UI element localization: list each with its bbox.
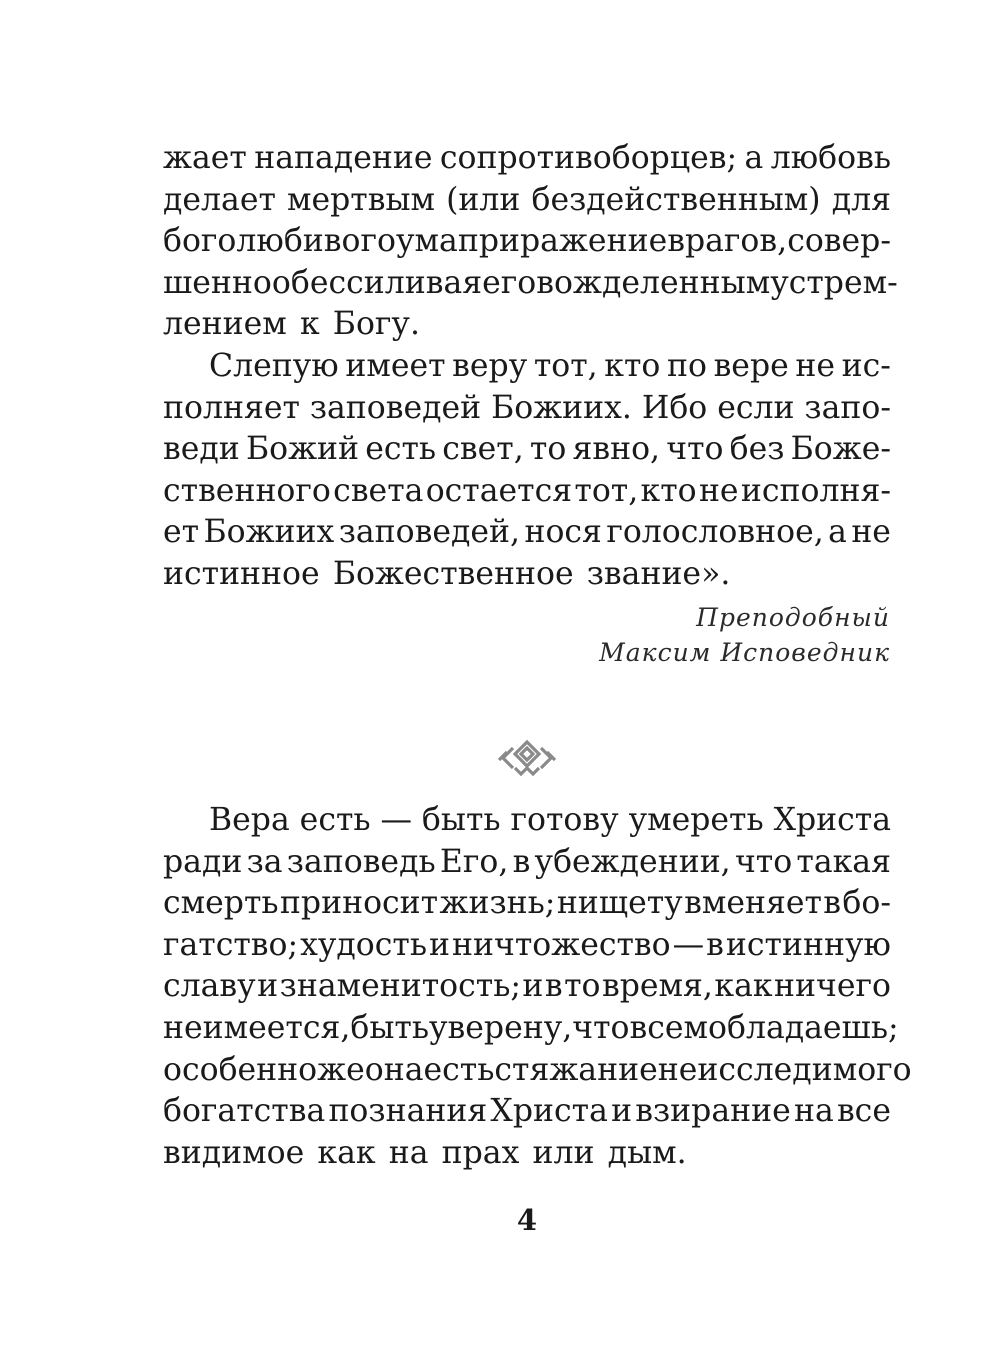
text-line: видимое как на прах или дым. [163, 1134, 687, 1171]
word: она [364, 1051, 424, 1088]
word: познания [328, 1093, 488, 1130]
word: славу [163, 968, 256, 1005]
word: что [666, 431, 724, 468]
text-line [163, 429, 891, 471]
word: ради [163, 843, 243, 880]
word: же [317, 1051, 365, 1088]
word: и [257, 968, 279, 1005]
word: есть [299, 802, 371, 838]
word: жает [163, 140, 247, 176]
word: умереть [628, 802, 764, 838]
word: полняет [163, 389, 300, 426]
word: за [246, 843, 283, 880]
word: неисследимого [657, 1051, 912, 1088]
word: вере [713, 347, 789, 384]
word: не [795, 347, 836, 384]
text-line [163, 925, 891, 967]
word: запо- [804, 389, 891, 426]
word: Божий [245, 431, 360, 468]
word: в [544, 968, 563, 1005]
word: не [163, 1009, 203, 1046]
word: тот, [533, 347, 598, 384]
word: знаменитость; [279, 968, 521, 1005]
faith-paragraph [163, 800, 912, 1174]
word: ственного [163, 472, 331, 509]
word: любовь [770, 140, 891, 176]
word: делает [163, 181, 276, 218]
word: его [482, 264, 537, 301]
word: — [380, 802, 412, 838]
text-line [163, 1008, 899, 1050]
word: богатства [163, 1093, 326, 1130]
word: Вера [209, 802, 290, 838]
text-line [163, 346, 891, 388]
word: свет, [442, 431, 524, 468]
text-line [163, 471, 891, 513]
diamond-lattice-ornament-icon [495, 738, 559, 778]
word: то [564, 968, 601, 1005]
word: исполня- [740, 472, 891, 509]
word: гатство; [163, 926, 299, 963]
word: мертвым [286, 181, 436, 218]
word: имеет [345, 347, 446, 384]
word: такая [796, 843, 891, 880]
word: то [529, 431, 567, 468]
word: и [611, 1093, 633, 1130]
word: обладаешь; [708, 1009, 899, 1046]
word: имеется, [202, 1009, 351, 1046]
word: устрем- [770, 264, 898, 301]
text-line [163, 512, 891, 554]
word: Христа [490, 1093, 608, 1130]
word: вожделенным [536, 264, 771, 301]
word: не [698, 472, 739, 509]
word: бо- [842, 885, 891, 922]
word: вменяет [684, 885, 822, 922]
word: как [714, 968, 773, 1005]
word: тот, [574, 472, 639, 509]
word: всем [629, 1009, 709, 1046]
word: не [851, 514, 891, 551]
word: взирание [635, 1093, 791, 1130]
text-line [163, 883, 891, 925]
word: Божиих [203, 514, 335, 551]
word: остается [425, 472, 573, 509]
text-line [163, 221, 891, 263]
word: что [734, 843, 793, 880]
word: а [828, 514, 847, 551]
word: совер- [787, 223, 891, 260]
text-line [163, 1091, 891, 1133]
word: в [823, 885, 842, 922]
word: ума [396, 223, 458, 260]
word: есть [365, 431, 437, 468]
word: света [333, 472, 424, 509]
word: готову [510, 802, 619, 838]
word: ничего [774, 968, 891, 1005]
word: что [572, 1009, 630, 1046]
word: Его, [439, 843, 509, 880]
word: нося [524, 514, 602, 551]
word: заповедей [309, 389, 482, 426]
word: кто [640, 472, 697, 509]
word: быть [421, 802, 501, 838]
word: есть [423, 1051, 495, 1088]
word: время, [601, 968, 713, 1005]
word: боголюбивого [163, 223, 396, 260]
word: для [831, 181, 891, 218]
word: уверену, [429, 1009, 573, 1046]
word: кто [604, 347, 661, 384]
text-line [163, 180, 891, 222]
word: ис- [841, 347, 891, 384]
word: стяжание [494, 1051, 658, 1088]
word: заповедь [286, 843, 436, 880]
word: явно, [572, 431, 661, 468]
word: в [512, 843, 531, 880]
word: — [672, 926, 705, 963]
word: Ибо [641, 389, 708, 426]
word: бездейственным) [531, 181, 821, 218]
attribution-title: Преподобный [696, 603, 890, 632]
text-line: лением к Богу. [163, 306, 420, 343]
word: все [836, 1093, 891, 1130]
word: смерть [163, 885, 279, 922]
word: ничтожество [452, 926, 671, 963]
word: ет [163, 514, 200, 551]
word: шенно [163, 264, 272, 301]
word: Слепую [209, 347, 339, 384]
word: сопротивоборцев; [439, 140, 738, 176]
text-line [163, 138, 891, 180]
word: Божиих. [491, 389, 632, 426]
word: в [706, 926, 724, 963]
word: истинную [725, 926, 891, 963]
quote-attribution [599, 600, 890, 670]
word: Боже- [790, 431, 891, 468]
text-line [163, 263, 898, 305]
attribution-name: Максим Исповедник [599, 638, 890, 667]
page-number: 4 [516, 1203, 538, 1237]
word: веди [163, 431, 240, 468]
word: нападение [254, 140, 433, 176]
text-line [163, 1050, 912, 1092]
word: если [717, 389, 795, 426]
word: на [793, 1093, 834, 1130]
word: приражение [457, 223, 668, 260]
word: (или [446, 181, 521, 218]
word: быть [350, 1009, 429, 1046]
word: Христа [773, 802, 891, 838]
word: худость [300, 926, 427, 963]
word: особенно [163, 1051, 318, 1088]
word: а [744, 140, 764, 176]
text-line [163, 966, 891, 1008]
word: нищету [556, 885, 683, 922]
text-line [163, 842, 891, 884]
word: жизнь; [439, 885, 556, 922]
text-line [163, 800, 891, 842]
text-line: истинное Божественное звание». [163, 555, 731, 592]
word: убеждении, [534, 843, 731, 880]
text-line [163, 388, 891, 430]
word: и [522, 968, 544, 1005]
word: обессиливая [271, 264, 483, 301]
word: голословное, [606, 514, 824, 551]
word: без [729, 431, 785, 468]
word: заповедей, [338, 514, 521, 551]
word: врагов, [667, 223, 788, 260]
word: и [429, 926, 451, 963]
quote-continuation-paragraphs [163, 138, 898, 596]
word: приносит [279, 885, 439, 922]
word: по [667, 347, 707, 384]
word: веру [452, 347, 528, 384]
